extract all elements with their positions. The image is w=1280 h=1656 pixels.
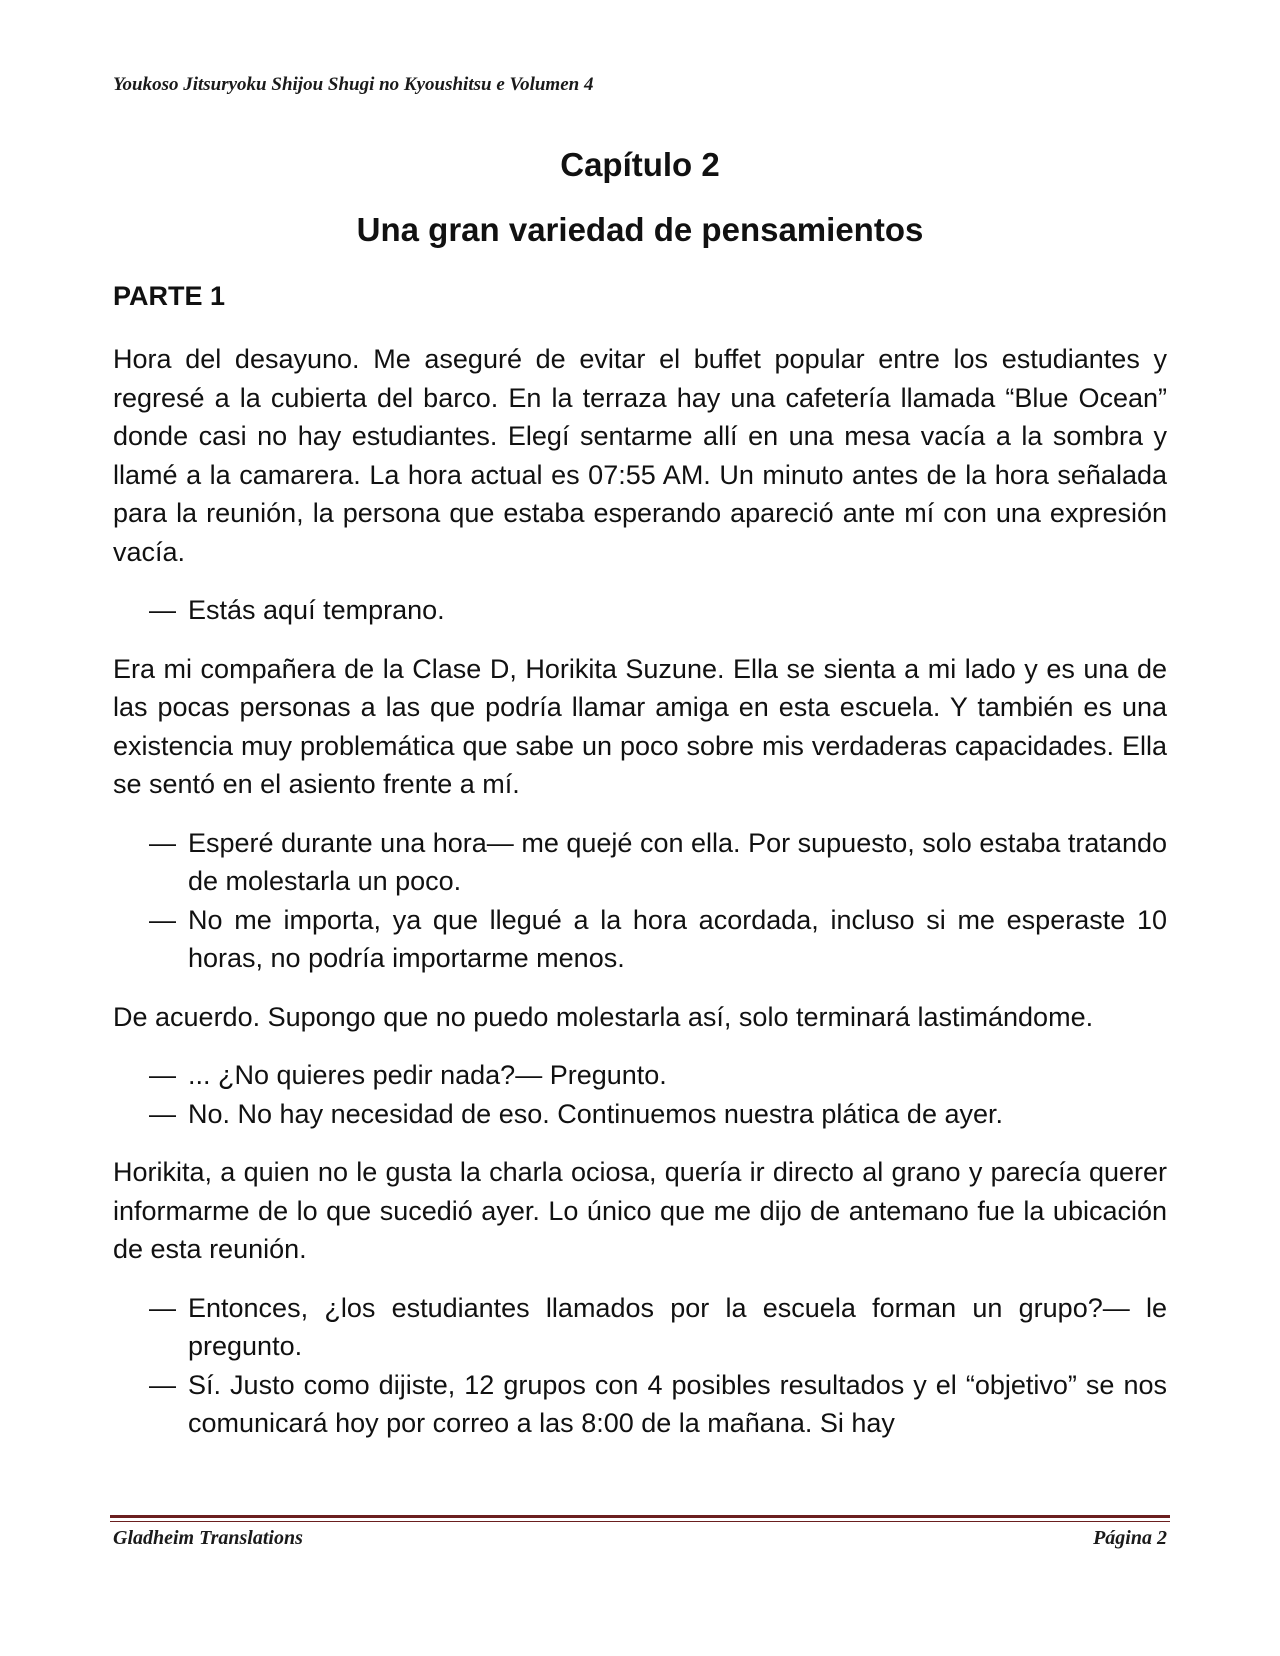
dialogue-text: ... ¿No quieres pedir nada?— Pregunto.: [188, 1060, 667, 1090]
dialogue-dash: —: [149, 904, 176, 935]
paragraph: Horikita, a quien no le gusta la charla ociosa, quería ir directo al grano y parecía querer informarme de lo que sucedió ayer. Lo único que me dijo de antemano fue la ubicación de esta reunión.: [113, 1157, 1167, 1264]
footer-rule: [110, 1515, 1170, 1518]
dialogue-dash: —: [149, 827, 176, 858]
paragraph: Hora del desayuno. Me aseguré de evitar el buffet popular entre los estudiantes y regresé a la cubierta del barco. En la terraza hay una cafetería llamada “Blue Ocean” donde casi no hay estudiantes. Elegí sentarme allí en una mesa vacía a la sombra y llamé a la camarera. La hora actual es 07:55 AM. Un minuto antes de la hora señalada para la reunión, la persona que estaba esperando apareció ante mí con una expresión vacía.: [113, 344, 1167, 567]
dialogue-group: [113, 591, 1167, 630]
dialogue-dash: —: [149, 1369, 176, 1400]
dialogue-text: No me importa, ya que llegué a la hora acordada, incluso si me esperaste 10 horas, no podría importarme menos.: [188, 904, 1167, 973]
dialogue-dash: —: [149, 595, 176, 625]
dialogue-text: No. No hay necesidad de eso. Continuemos nuestra plática de ayer.: [188, 1098, 1003, 1129]
footer-rule-thin: [110, 1521, 1170, 1522]
dialogue-group: [113, 824, 1167, 978]
dialogue-dash: —: [149, 1060, 176, 1090]
chapter-title: Capítulo 2: [560, 146, 720, 183]
dialogue-text: Estás aquí temprano.: [188, 595, 445, 625]
dialogue-line: [113, 1366, 1167, 1443]
dialogue-dash: —: [149, 1292, 176, 1323]
chapter-subtitle: Una gran variedad de pensamientos: [356, 211, 924, 248]
dialogue-line: [113, 1095, 1167, 1134]
dialogue-line: [113, 824, 1167, 901]
paragraph: Era mi compañera de la Clase D, Horikita Suzune. Ella se sienta a mi lado y es una de las pocas personas a las que podría llamar amiga en esta escuela. Y también es una existencia muy problemática que sabe un poco sobre mis verdaderas capacidades. Ella se sentó en el asiento frente a mí.: [113, 653, 1167, 799]
dialogue-dash: —: [149, 1098, 176, 1129]
dialogue-text: Sí. Justo como dijiste, 12 grupos con 4 posibles resultados y el “objetivo” se nos comunicará hoy por correo a las 8:00 de la mañana. Si hay: [188, 1369, 1167, 1438]
page-number: Página 2: [1093, 1527, 1167, 1549]
dialogue-group: [113, 1289, 1167, 1443]
part-heading: PARTE 1: [113, 281, 226, 311]
dialogue-text: Esperé durante una hora— me quejé con ella. Por supuesto, solo estaba tratando de molestarla un poco.: [188, 827, 1167, 896]
dialogue-line: [113, 1289, 1167, 1366]
footer-publisher: Gladheim Translations: [113, 1527, 303, 1549]
dialogue-line: [113, 901, 1167, 978]
running-header: Youkoso Jitsuryoku Shijou Shugi no Kyoushitsu e Volumen 4: [113, 74, 594, 95]
paragraph: De acuerdo. Supongo que no puedo molestarla así, solo terminará lastimándome.: [113, 1001, 1094, 1032]
dialogue-line: [113, 591, 1167, 630]
dialogue-text: Entonces, ¿los estudiantes llamados por la escuela forman un grupo?— le pregunto.: [188, 1292, 1167, 1361]
dialogue-line: [113, 1056, 1167, 1095]
dialogue-group: [113, 1056, 1167, 1133]
body-text: [113, 340, 1167, 1463]
